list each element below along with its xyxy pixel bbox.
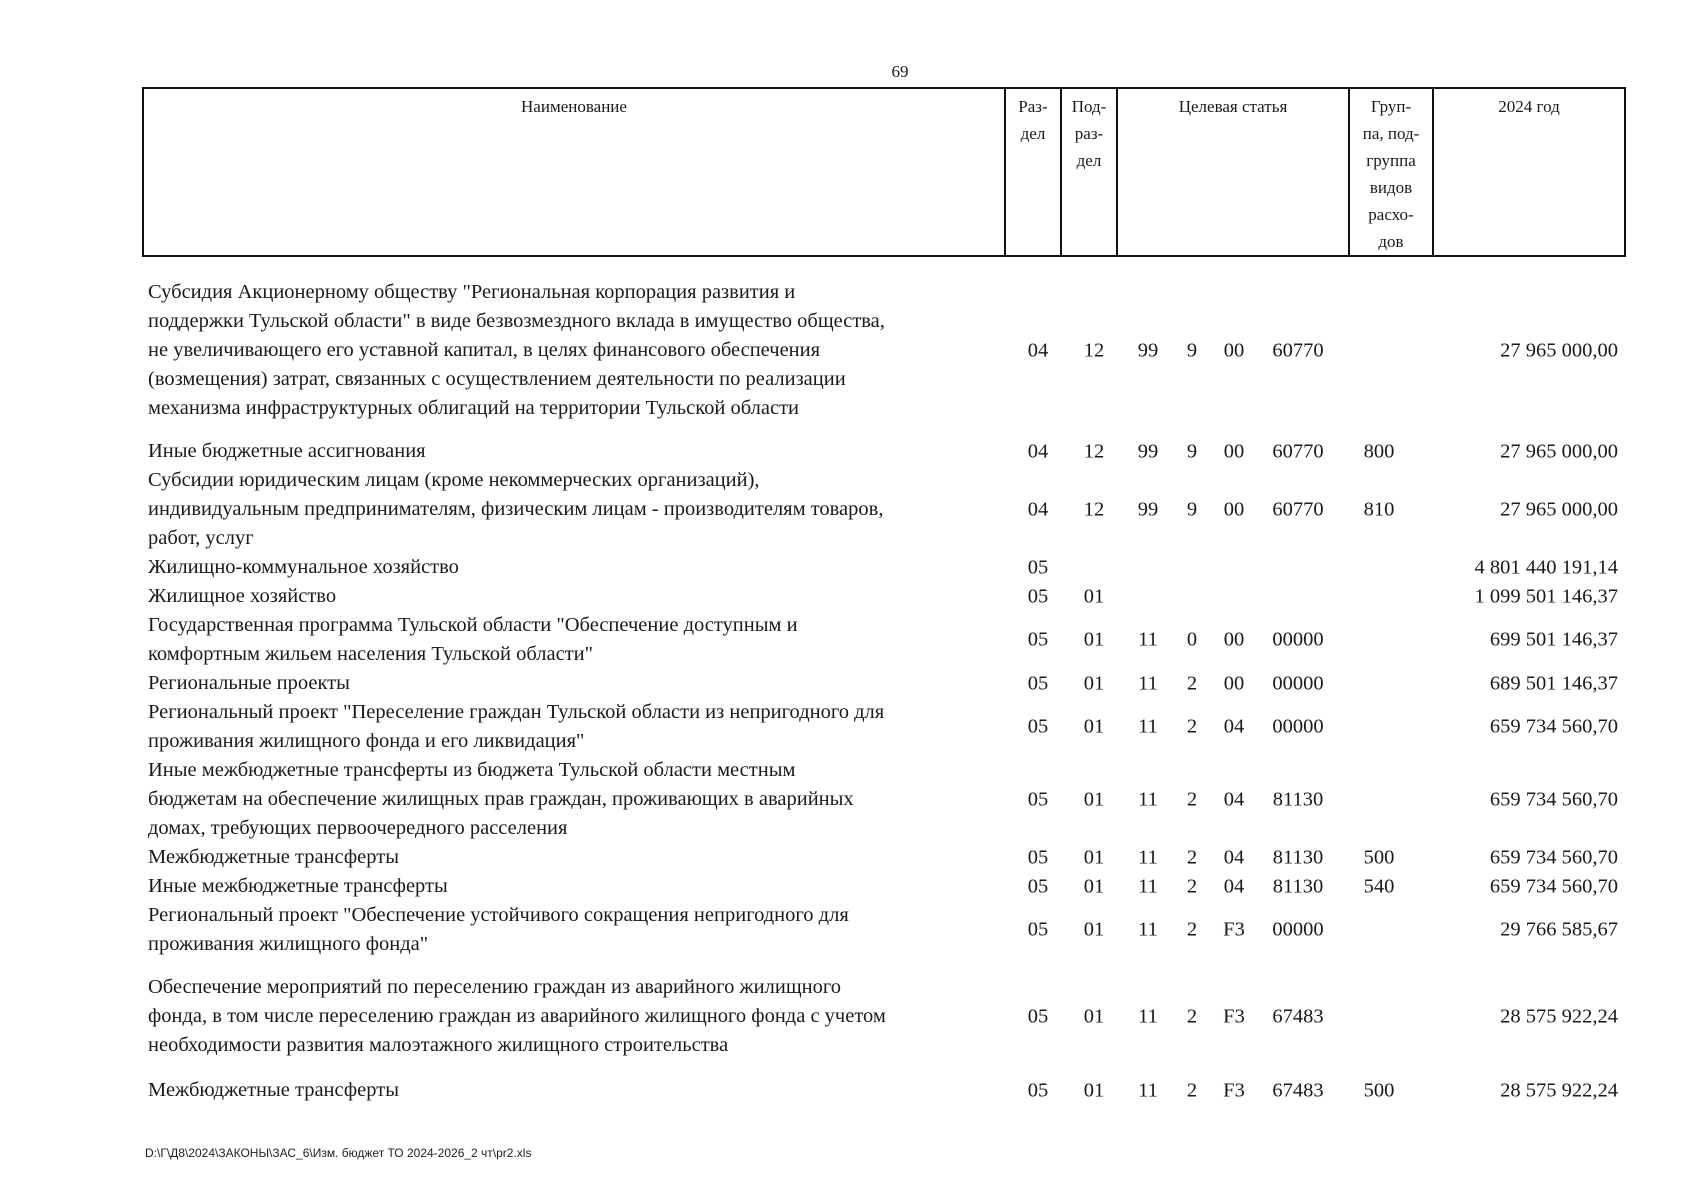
row-podrazdel: 01: [1083, 585, 1105, 607]
row-target-code: 00000: [1272, 918, 1324, 941]
row-razdel: 05: [1027, 918, 1049, 941]
row-target-type: 9: [1186, 498, 1198, 520]
row-podrazdel: 01: [1083, 1079, 1105, 1101]
header-name: Наименование: [144, 89, 1006, 255]
row-target-type: 2: [1186, 846, 1198, 868]
row-podrazdel: 01: [1083, 875, 1105, 897]
row-name: Иные межбюджетные трансферты: [148, 875, 448, 897]
row-target-sub: F3: [1223, 1079, 1245, 1101]
row-target-sub: 00: [1223, 440, 1245, 462]
table-row: [148, 466, 1626, 553]
row-target-type: 2: [1186, 715, 1198, 738]
row-target-program: 11: [1138, 1079, 1158, 1101]
table-row: [148, 973, 1626, 1060]
row-target-type: 2: [1186, 875, 1198, 897]
row-target-program: 11: [1138, 672, 1158, 694]
row-razdel: 05: [1027, 788, 1049, 810]
row-amount: 659 734 560,70: [1489, 715, 1618, 738]
row-target-sub: 00: [1223, 339, 1245, 361]
row-razdel: 05: [1027, 715, 1049, 738]
row-target-type: 2: [1186, 1005, 1198, 1027]
row-razdel: 05: [1027, 846, 1049, 868]
row-amount: 4 801 440 191,14: [1474, 556, 1618, 578]
row-target-code: 60770: [1272, 498, 1324, 520]
row-target-program: 11: [1138, 628, 1158, 651]
row-target-sub: F3: [1223, 1005, 1245, 1027]
row-razdel: 05: [1027, 875, 1049, 897]
row-target-type: 9: [1186, 339, 1198, 361]
row-group: 810: [1363, 498, 1395, 520]
row-name: Субсидии юридическим лицам (кроме некоммерческих организаций), индивидуальным предпринимателям, физическим лицам - производителям товаров, работ, услуг: [148, 469, 884, 549]
row-razdel: 05: [1027, 585, 1049, 607]
row-razdel: 05: [1027, 1079, 1049, 1101]
row-target-sub: 04: [1223, 715, 1245, 738]
table-row: [148, 1076, 1626, 1105]
row-target-sub: 04: [1223, 875, 1245, 897]
row-target-code: 00000: [1272, 715, 1324, 738]
row-target-type: 2: [1186, 1079, 1198, 1101]
row-razdel: 04: [1027, 339, 1049, 361]
row-target-sub: 00: [1223, 498, 1245, 520]
row-target-program: 11: [1138, 918, 1158, 941]
row-target-code: 60770: [1272, 440, 1324, 462]
row-amount: 659 734 560,70: [1489, 846, 1618, 868]
row-razdel: 05: [1027, 672, 1049, 694]
row-target-code: 81130: [1272, 846, 1324, 868]
row-target-code: 67483: [1272, 1079, 1324, 1101]
row-razdel: 05: [1027, 628, 1049, 651]
row-podrazdel: 12: [1083, 440, 1105, 462]
table-row: [148, 669, 1626, 698]
row-name: Обеспечение мероприятий по переселению граждан из аварийного жилищного фонда, в том числе переселению граждан из аварийного жилищного фонда с учетом необходимости развития малоэтажного жилищного строительства: [148, 976, 886, 1056]
row-group: 800: [1363, 440, 1395, 462]
table-row: [148, 582, 1626, 611]
row-target-program: 11: [1138, 1005, 1158, 1027]
row-target-program: 11: [1138, 715, 1158, 738]
table-body: [148, 278, 1626, 1105]
row-target-type: 9: [1186, 440, 1198, 462]
row-name: Межбюджетные трансферты: [148, 1079, 399, 1101]
row-group: 500: [1363, 1079, 1395, 1101]
table-row: [148, 278, 1626, 423]
row-podrazdel: 01: [1083, 918, 1105, 941]
header-razdel: Раз- дел: [1006, 89, 1062, 255]
row-amount: 659 734 560,70: [1489, 788, 1618, 810]
row-name: Иные бюджетные ассигнования: [148, 440, 426, 462]
row-target-program: 99: [1137, 498, 1159, 520]
row-name: Региональный проект "Переселение граждан Тульской области из непригодного для проживания жилищного фонда и его ликвидация": [148, 701, 885, 752]
header-group: Груп- па, под- группа видов расхо- дов: [1350, 89, 1434, 255]
row-podrazdel: 12: [1083, 498, 1105, 520]
row-podrazdel: 01: [1083, 715, 1105, 738]
row-amount: 689 501 146,37: [1489, 672, 1618, 694]
row-target-sub: 00: [1223, 628, 1245, 651]
row-name: Иные межбюджетные трансферты из бюджета Тульской области местным бюджетам на обеспечение жилищных прав граждан, проживающих в аварийных домах, требующих первоочередного расселения: [148, 759, 854, 839]
row-name: Государственная программа Тульской области "Обеспечение доступным и комфортным жильем населения Тульской области": [148, 614, 798, 665]
row-name: Региональный проект "Обеспечение устойчивого сокращения непригодного для проживания жилищного фонда": [148, 904, 849, 955]
row-podrazdel: 01: [1083, 1005, 1105, 1027]
table-row: [148, 553, 1626, 582]
table-row: [148, 611, 1626, 669]
header-podrazdel: Под- раз- дел: [1062, 89, 1118, 255]
row-podrazdel: 01: [1083, 672, 1105, 694]
row-name: Жилищное хозяйство: [148, 585, 337, 607]
row-amount: 27 965 000,00: [1500, 440, 1618, 462]
row-amount: 27 965 000,00: [1500, 339, 1618, 361]
row-target-program: 11: [1138, 875, 1158, 897]
row-target-program: 11: [1138, 788, 1158, 810]
row-target-code: 81130: [1272, 875, 1324, 897]
table-row: [148, 756, 1626, 843]
row-target-type: 2: [1186, 788, 1198, 810]
row-amount: 1 099 501 146,37: [1474, 585, 1618, 607]
table-row: [148, 872, 1626, 901]
row-name: Региональные проекты: [148, 672, 350, 694]
row-amount: 659 734 560,70: [1489, 875, 1618, 897]
row-target-type: 0: [1186, 628, 1198, 651]
row-target-program: 99: [1137, 440, 1159, 462]
page-number: 69: [891, 62, 909, 81]
row-podrazdel: 01: [1083, 628, 1105, 651]
file-path-footer: D:\Г\Д8\2024\ЗАКОНЫ\ЗАС_6\Изм. бюджет ТО 2024-2026_2 чт\pr2.xls: [145, 1146, 532, 1160]
row-target-code: 81130: [1272, 788, 1324, 810]
row-amount: 27 965 000,00: [1500, 498, 1618, 520]
table-row: [148, 843, 1626, 872]
row-razdel: 04: [1027, 498, 1049, 520]
row-name: Жилищно-коммунальное хозяйство: [148, 556, 459, 578]
row-name: Межбюджетные трансферты: [148, 846, 399, 868]
row-amount: 699 501 146,37: [1489, 628, 1618, 651]
table-header: [142, 87, 1626, 257]
row-target-code: 67483: [1272, 1005, 1324, 1027]
row-target-sub: 00: [1223, 672, 1245, 694]
row-target-program: 11: [1138, 846, 1158, 868]
row-target-program: 99: [1137, 339, 1159, 361]
header-target: Целевая статья: [1118, 89, 1350, 255]
row-podrazdel: 01: [1083, 788, 1105, 810]
row-amount: 28 575 922,24: [1500, 1079, 1618, 1101]
table-row: [148, 698, 1626, 756]
row-target-code: 00000: [1272, 628, 1324, 651]
row-podrazdel: 12: [1083, 339, 1105, 361]
row-amount: 29 766 585,67: [1500, 918, 1618, 941]
row-target-sub: 04: [1223, 788, 1245, 810]
row-podrazdel: 01: [1083, 846, 1105, 868]
row-amount: 28 575 922,24: [1500, 1005, 1618, 1027]
row-target-code: 00000: [1272, 672, 1324, 694]
row-name: Субсидия Акционерному обществу "Региональная корпорация развития и поддержки Тульской области" в виде безвозмездного вклада в имущество общества, не увеличивающего его уставной капитал, в целях финансового обеспечения (возмещения) затрат, связанных с осуществлением деятельности по реализации механизма инфраструктурных облигаций на территории Тульской области: [148, 281, 885, 419]
row-razdel: 04: [1027, 440, 1049, 462]
row-target-sub: F3: [1223, 918, 1245, 941]
row-razdel: 05: [1027, 556, 1049, 578]
table-row: [148, 437, 1626, 466]
row-target-type: 2: [1186, 918, 1198, 941]
row-razdel: 05: [1027, 1005, 1049, 1027]
header-year: 2024 год: [1498, 97, 1560, 116]
row-target-type: 2: [1186, 672, 1198, 694]
row-group: 540: [1363, 875, 1395, 897]
row-target-code: 60770: [1272, 339, 1324, 361]
row-target-sub: 04: [1223, 846, 1245, 868]
table-row: [148, 901, 1626, 959]
row-group: 500: [1363, 846, 1395, 868]
